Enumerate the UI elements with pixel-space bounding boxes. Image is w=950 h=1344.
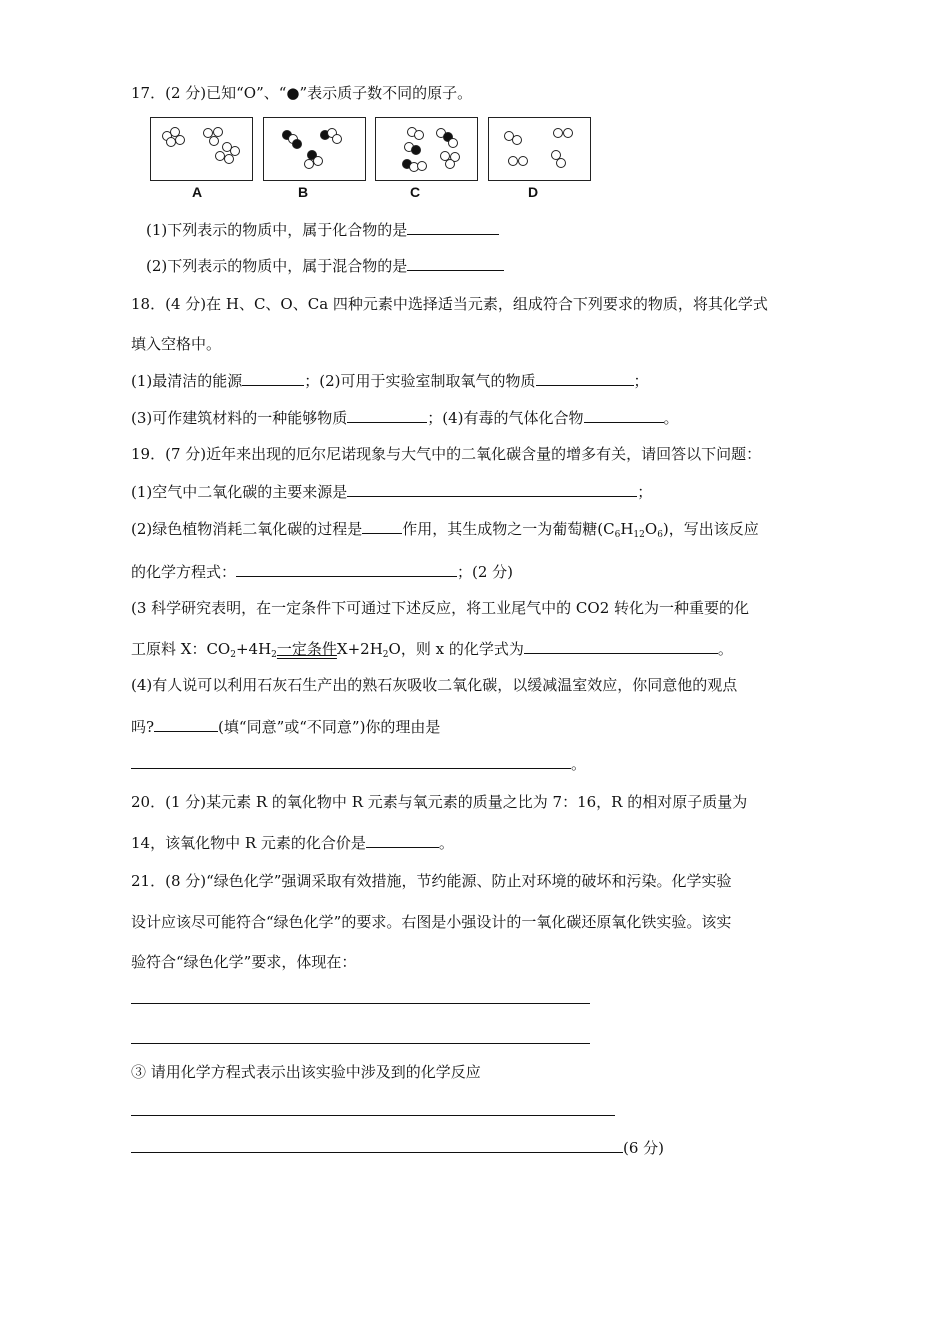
answer-blank[interactable] <box>347 407 427 423</box>
q19-p3c: X+2H <box>336 640 383 658</box>
q21-line1: 21．(8 分)“绿色化学”强调采取有效措施，节约能源、防止对环境的破坏和污染。化学实验 <box>131 872 732 890</box>
subscript: 6 <box>657 530 663 540</box>
q19-p4b: (填“同意”或“不同意”)你的理由是 <box>218 718 441 736</box>
white-atom <box>445 159 455 169</box>
label-b: B <box>298 184 309 200</box>
q17-part2-text: (2)下列表示的物质中，属于混合物的是 <box>146 257 408 275</box>
q19-stem: 19．(7 分)近年来出现的厄尔尼诺现象与大气中的二氧化碳含量的增多有关，请回答以下问题： <box>131 445 762 463</box>
q21-line3: 验符合“绿色化学”要求，体现在： <box>131 953 357 971</box>
q19-part4-line3 <box>131 753 586 774</box>
answer-blank[interactable] <box>236 561 457 577</box>
q19-p2l2b: ；(2 分) <box>457 563 514 581</box>
q19-p4end: 。 <box>571 755 587 773</box>
q19-part2-line2 <box>131 561 513 582</box>
q19-part3-line2 <box>131 638 733 665</box>
q17-part2 <box>146 255 504 276</box>
q18-l1c: ； <box>633 372 649 390</box>
white-atom <box>224 154 234 164</box>
white-atom <box>304 159 314 169</box>
q18-l2a: (3)可作建筑材料的一种能够物质 <box>131 409 348 427</box>
white-atom <box>508 156 518 166</box>
white-atom <box>556 158 566 168</box>
white-atom <box>512 135 522 145</box>
q17-stem: 17．(2 分)已知“O”、“●”表示质子数不同的原子。 <box>131 84 473 102</box>
label-a: A <box>192 184 203 200</box>
q18-l1a: (1)最清洁的能源 <box>131 372 243 390</box>
q18-l1b: ；(2)可用于实验室制取氧气的物质 <box>304 372 536 390</box>
white-atom <box>175 135 185 145</box>
answer-blank[interactable] <box>366 832 439 848</box>
q19-p3e: 。 <box>717 640 733 658</box>
white-atom <box>553 128 563 138</box>
box-c <box>375 117 478 181</box>
q19-p3b: +4H <box>235 640 272 658</box>
q17-part1-text: (1)下列表示的物质中，属于化合物的是 <box>146 221 408 239</box>
answer-blank[interactable] <box>407 255 504 271</box>
q19-p4a: 吗? <box>131 718 155 736</box>
q19-p2m1: H <box>620 520 634 538</box>
q20-line2 <box>131 832 454 853</box>
subscript: 12 <box>633 530 645 540</box>
answer-line[interactable] <box>131 1115 615 1116</box>
q21-line2: 设计应该尽可能符合“绿色化学”的要求。右图是小强设计的一氧化碳还原氧化铁实验。该实 <box>131 913 732 931</box>
q19-part3-line1: (3 科学研究表明，在一定条件下可通过下述反应，将工业尾气中的 CO2 转化为一种重要的化 <box>131 599 750 617</box>
q20-l2b: 。 <box>438 834 454 852</box>
white-atom <box>414 130 424 140</box>
q19-p1b: ； <box>637 483 653 501</box>
answer-blank[interactable] <box>362 518 402 534</box>
box-d <box>488 117 591 181</box>
answer-blank[interactable] <box>536 370 634 386</box>
q18-stem-line2: 填入空格中。 <box>131 335 222 353</box>
q19-p2l2a: 的化学方程式： <box>131 563 237 581</box>
subscript: 6 <box>614 530 621 540</box>
q19-p2a: (2)绿色植物消耗二氧化碳的过程是 <box>131 520 363 538</box>
answer-blank[interactable] <box>524 638 718 654</box>
q20-l2a: 14，该氧化物中 R 元素的化合价是 <box>131 834 366 852</box>
q18-stem-line1: 18．(4 分)在 H、C、O、Ca 四种元素中选择适当元素，组成符合下列要求的物质，将其化学式 <box>131 295 768 313</box>
answer-blank[interactable] <box>407 219 499 235</box>
answer-blank[interactable] <box>154 716 218 732</box>
answer-blank[interactable] <box>131 753 571 769</box>
answer-blank[interactable] <box>242 370 304 386</box>
subscript: 2 <box>271 650 277 660</box>
answer-blank[interactable] <box>584 407 664 423</box>
q18-line1 <box>131 370 649 391</box>
box-a <box>150 117 253 181</box>
white-atom <box>313 156 323 166</box>
label-c: C <box>410 184 421 200</box>
subscript: 2 <box>230 650 236 660</box>
q20-line1: 20．(1 分)某元素 R 的氧化物中 R 元素与氧元素的质量之比为 7：16，R 的相对原子质量为 <box>131 793 748 811</box>
q21-part3: ③ 请用化学方程式表示出该实验中涉及到的化学反应 <box>131 1063 481 1081</box>
q18-line2 <box>131 407 679 428</box>
black-atom <box>411 145 421 155</box>
box-b <box>263 117 366 181</box>
q19-part4-line2 <box>131 716 440 737</box>
answer-blank[interactable] <box>347 481 637 497</box>
q18-l2b: ；(4)有毒的气体化合物 <box>427 409 584 427</box>
q19-p1a: (1)空气中二氧化碳的主要来源是 <box>131 483 348 501</box>
white-atom <box>209 136 219 146</box>
reaction-condition: 一定条件 <box>276 640 337 658</box>
answer-blank[interactable] <box>131 1137 623 1153</box>
q18-l2c: 。 <box>663 409 679 427</box>
q19-part1 <box>131 481 652 502</box>
answer-line[interactable] <box>131 1043 590 1044</box>
q19-part2-line1 <box>131 518 759 545</box>
white-atom <box>448 138 458 148</box>
black-atom <box>292 139 302 149</box>
answer-line[interactable] <box>131 1003 590 1004</box>
q19-p3a: 工原料 X：CO <box>131 640 231 658</box>
q19-p2b: 作用，其生成物之一为葡萄糖(C <box>402 520 615 538</box>
white-atom <box>332 134 342 144</box>
q17-part1 <box>146 219 499 240</box>
q19-p2c: )，写出该反应 <box>662 520 759 538</box>
q19-p2m2: O <box>644 520 658 538</box>
label-d: D <box>528 184 539 200</box>
q19-p3d: O，则 x 的化学式为 <box>388 640 524 658</box>
q21-last-line <box>131 1137 664 1158</box>
q19-part4-line1: (4)有人说可以利用石灰石生产出的熟石灰吸收二氧化碳，以缓减温室效应，你同意他的观点 <box>131 676 738 694</box>
subscript: 2 <box>382 650 389 660</box>
q21-score: (6 分) <box>623 1139 665 1157</box>
white-atom <box>518 156 528 166</box>
white-atom <box>417 161 427 171</box>
white-atom <box>563 128 573 138</box>
